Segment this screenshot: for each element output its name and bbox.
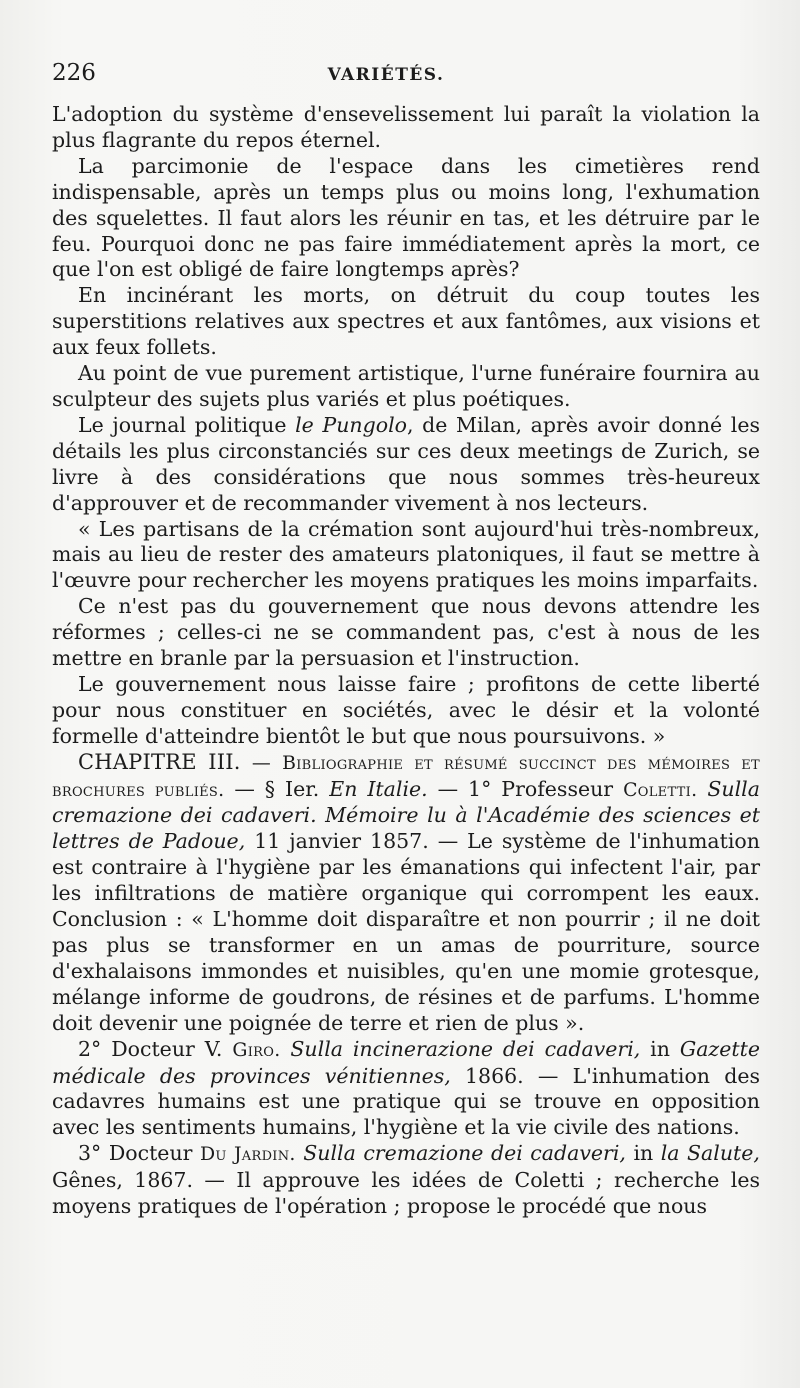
running-title: VARIÉTÉS. [327, 65, 445, 85]
paragraph [52, 413, 760, 517]
page-header [52, 60, 760, 96]
entry-author: Du Jardin. [199, 1143, 296, 1166]
entry-text: 11 janvier 1857. — Le système de l'inhumation est contraire à l'hygiène par les émanations qui infectent l'air, par les infiltrations de matière organique qui corrompent les eaux. Conclusion : « L'homme doit disparaître et non pourrir ; il ne doit pas plus se transformer en un amas de pourriture, source d'exhalaisons immondes et nuisibles, qu'en une momie grotesque, mélange informe de goudrons, de résines et de parfums. L'homme doit devenir une poignée de terre et rien de plus ». [52, 829, 760, 1035]
entry-title: Sulla cremazione dei cadaveri. Mémoire lu à l'Académie des sciences et lettres de Padoue, [52, 776, 760, 854]
chapter-heading: CHAPITRE III. [78, 749, 241, 774]
entry-title-mid: in [633, 1141, 654, 1166]
text-run: , de Milan, après avoir donné les détails les plus circonstanciés sur ces deux meetings de Zurich, se livre à des considérations que nous sommes très-heureux d'approuver et de recommander vivement à nos lecteurs. [52, 412, 760, 515]
chapter-paragraph [52, 750, 760, 1037]
paragraph: L'adoption du système d'ensevelissement lui paraît la violation la plus flagrante du repos éternel. [52, 102, 760, 152]
text-run: Le journal politique [78, 412, 296, 437]
entry-title: Sulla cremazione dei cadaveri, [303, 1141, 626, 1166]
entry-text: 1866. — L'inhumation des cadavres humains est une pratique qui se trouve en opposition avec les sentiments humains, l'hygiène et la vie civile des nations. [52, 1063, 760, 1140]
entry-paragraph [52, 1037, 760, 1142]
entry-number: — 1° [437, 776, 492, 801]
page-number: 226 [52, 60, 96, 86]
paragraph: « Les partisans de la crémation sont aujourd'hui très-nombreux, mais au lieu de rester des amateurs platoniques, il faut se mettre à l'œuvre pour rechercher les moyens pratiques les moins imparfaits. [52, 516, 760, 593]
entry-author: Coletti. [623, 778, 698, 801]
entry-title: Sulla incinerazione dei cadaveri, [290, 1036, 641, 1061]
entry-paragraph [52, 1141, 760, 1220]
paragraph: Ce n'est pas du gouvernement que nous devons attendre les réformes ; celles-ci ne se commandent pas, c'est à nous de les mettre en branle par la persuasion et l'instruction. [52, 594, 760, 671]
section-title: En Italie. [329, 776, 428, 801]
paragraph: En incinérant les morts, on détruit du coup toutes les superstitions relatives aux spectres et aux fantômes, aux visions et aux feux follets. [52, 283, 760, 360]
entry-title-mid: in [650, 1036, 670, 1061]
entry-text: Gênes, 1867. — Il approuve les idées de Coletti ; recherche les moyens pratiques de l'opération ; propose le procédé que nous [52, 1168, 760, 1219]
entry-journal: Gazette médicale des provinces vénitiennes, [52, 1036, 760, 1088]
entry-author-prefix: Docteur [108, 1141, 193, 1166]
paragraph: Le gouvernement nous laisse faire ; profitons de cette liberté pour nous constituer en sociétés, avec le désir et la volonté formelle d'atteindre bientôt le but que nous poursuivons. » [52, 671, 760, 748]
entry-number: 2° [78, 1036, 102, 1061]
chapter-subtitle: — Bibliographie et résumé succinct des mémoires et brochures publiés. [52, 751, 760, 801]
newspaper-title: le Pungolo [295, 412, 407, 437]
paragraph: La parcimonie de l'espace dans les cimetières rend indispensable, après un temps plus ou moins long, l'exhumation des squelettes. Il faut alors les réunir en tas, et les détruire par le feu. Pourquoi donc ne pas faire immédiatement après la mort, ce que l'on est obligé de faire longtemps après? [52, 153, 760, 282]
entry-number: 3° [78, 1141, 102, 1166]
body-text [52, 102, 760, 1220]
section-mark: — § Ier. [234, 776, 320, 801]
entry-author-prefix: Docteur V. [111, 1036, 223, 1061]
entry-author: Giro. [232, 1038, 281, 1061]
entry-author-prefix: Professeur [501, 776, 614, 801]
paragraph: Au point de vue purement artistique, l'urne funéraire fournira au sculpteur des sujets plus variés et plus poétiques. [52, 361, 760, 411]
entry-journal: la Salute, [660, 1141, 760, 1166]
